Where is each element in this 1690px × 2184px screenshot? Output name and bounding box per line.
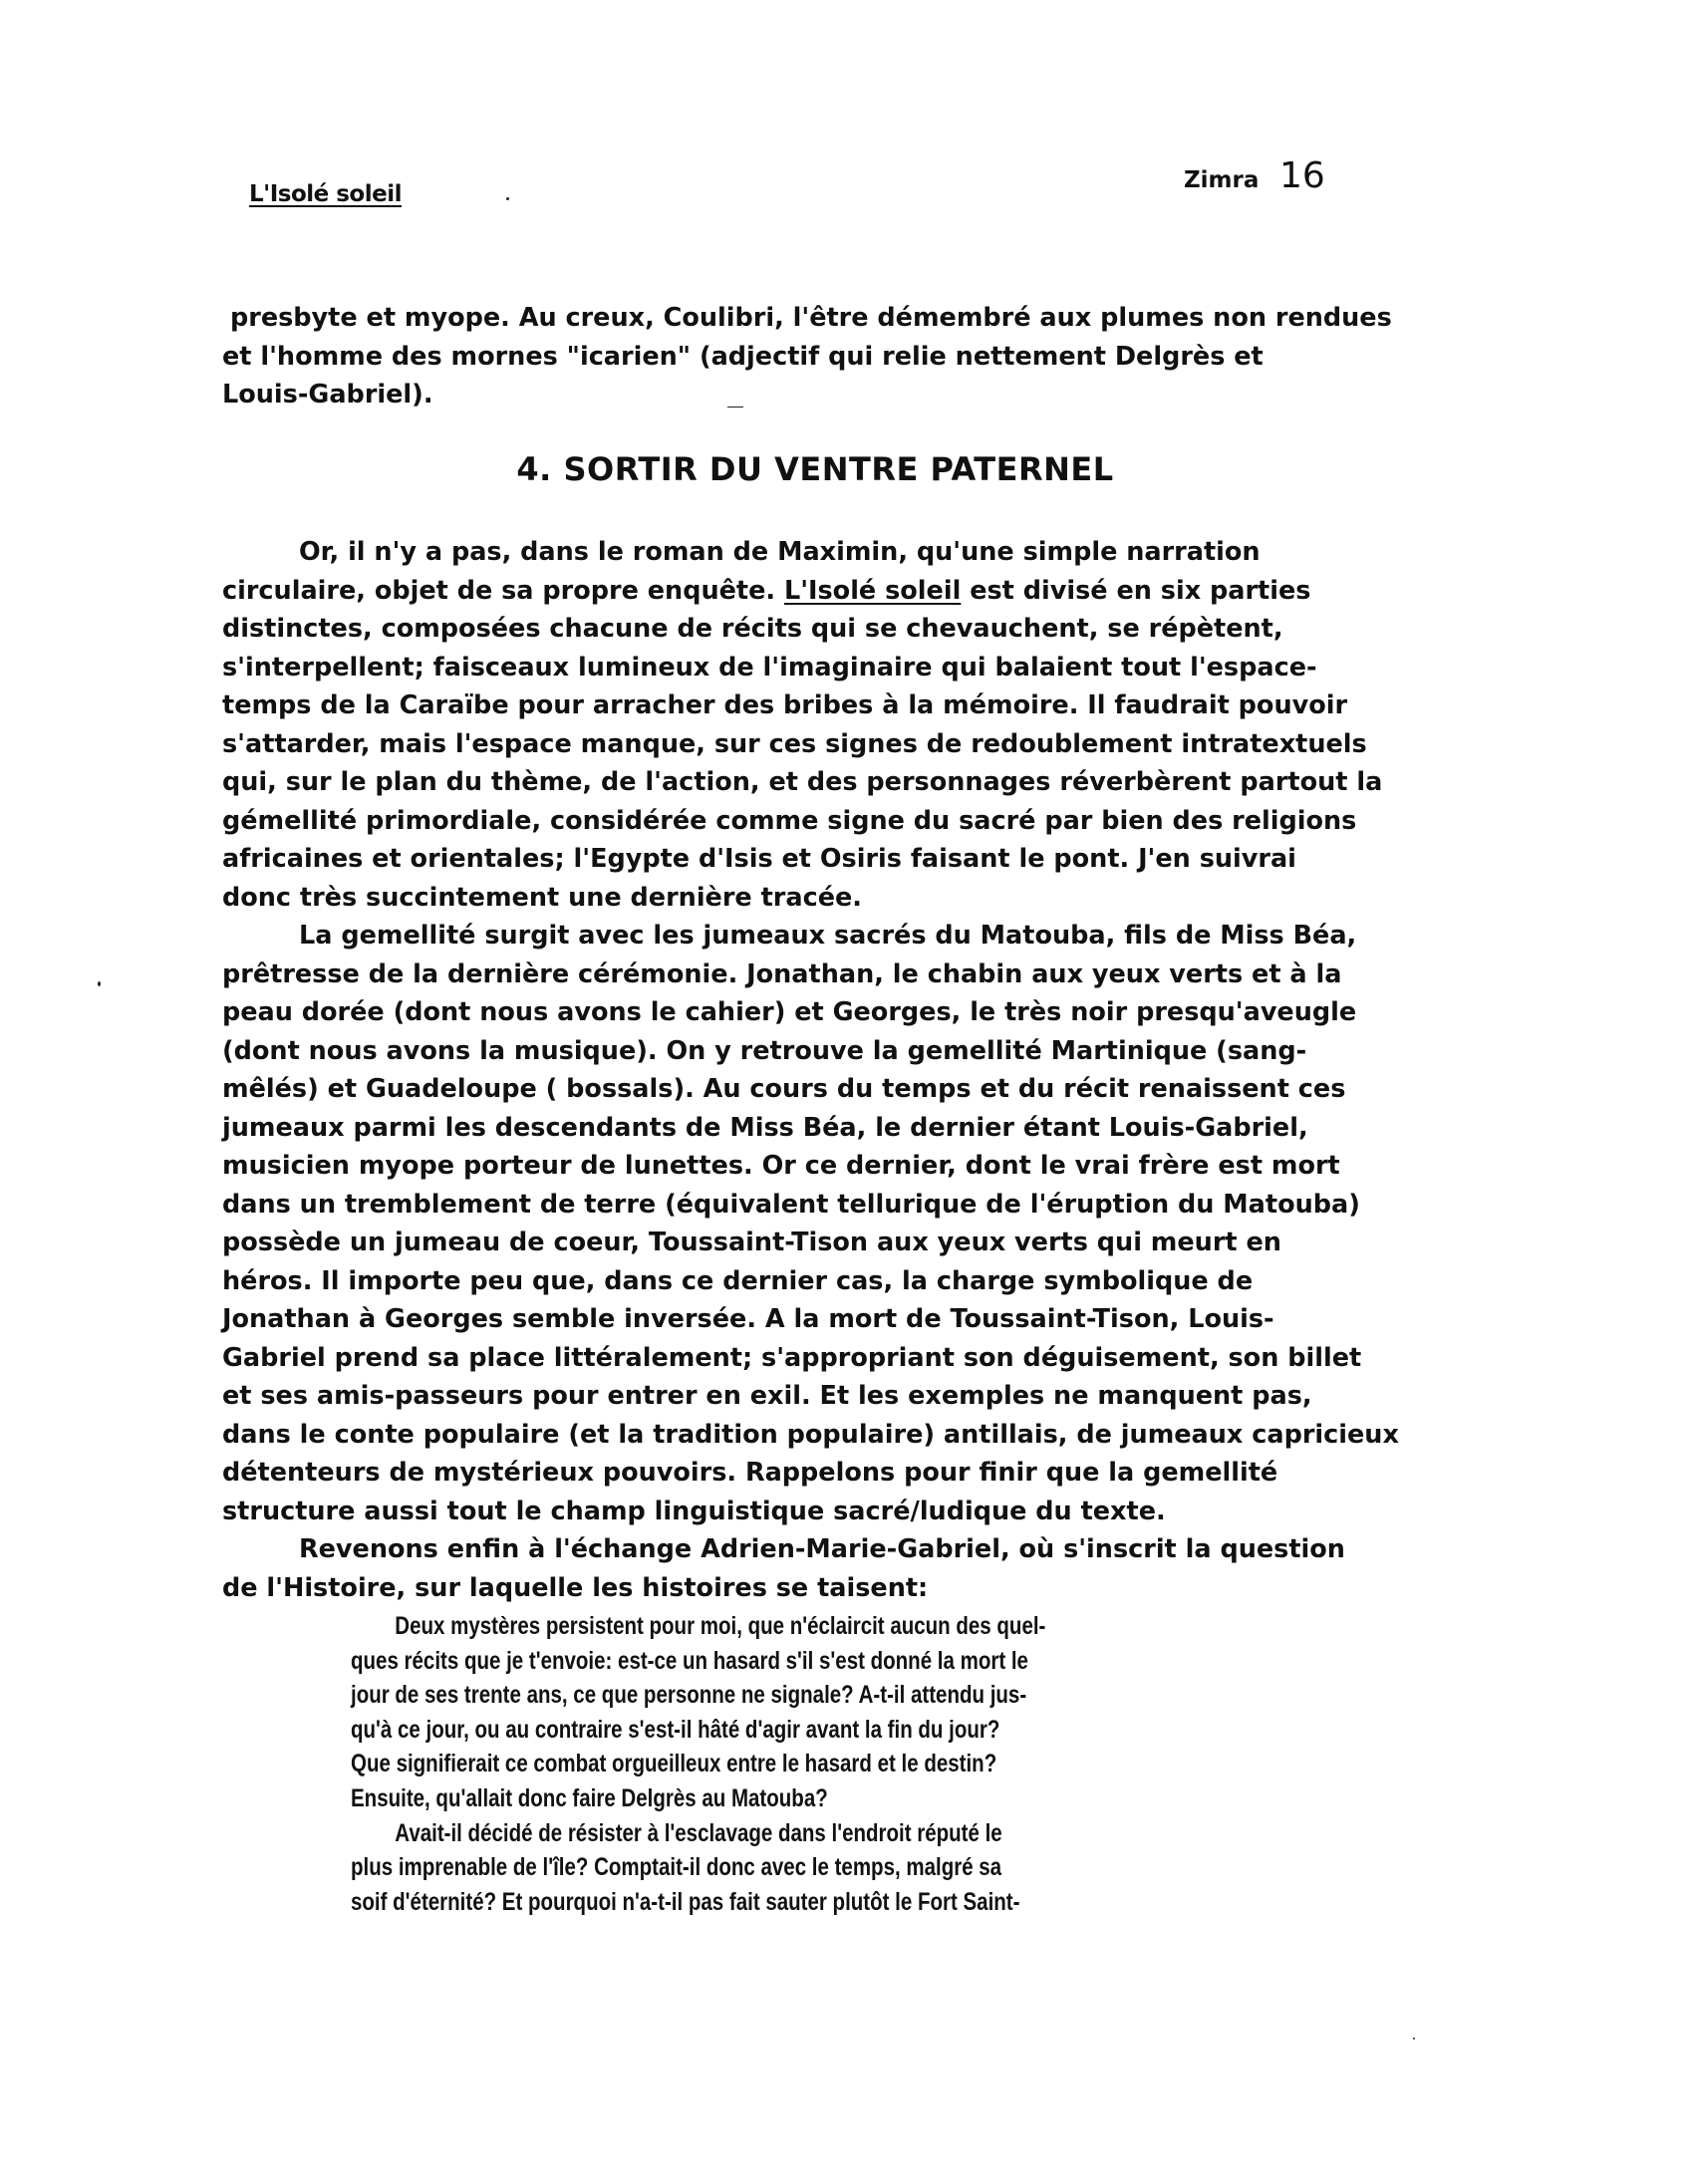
quote-line: Que signifierait ce combat orgueilleux entre le hasard et le destin? [351, 1750, 997, 1778]
text-line: prêtresse de la dernière cérémonie. Jonathan, le chabin aux yeux verts et à la [222, 958, 1342, 989]
text-line: Or, il n'y a pas, dans le roman de Maximin, qu'une simple narration [299, 537, 1261, 567]
text-line: s'interpellent; faisceaux lumineux de l'imaginaire qui balaient tout l'espace- [222, 652, 1317, 682]
text-line: musicien myope porteur de lunettes. Or ce dernier, dont le vrai frère est mort [222, 1151, 1340, 1181]
text-line: Louis-Gabriel). [222, 380, 433, 410]
quote-line: soif d'éternité? Et pourquoi n'a-t-il pas fait sauter plutôt le Fort Saint- [351, 1887, 1020, 1916]
text-fragment: circulaire, objet de sa propre enquête. [222, 575, 784, 606]
text-line: possède un jumeau de coeur, Toussaint-Tison aux yeux verts qui meurt en [222, 1228, 1281, 1257]
intro-paragraph [222, 299, 1418, 414]
scan-speck [727, 407, 743, 408]
text-line: détenteurs de mystérieux pouvoirs. Rappelons pour finir que la gemellité [222, 1458, 1278, 1488]
text-line: Gabriel prend sa place littéralement; s'appropriant son déguisement, son billet [222, 1342, 1362, 1373]
scan-speck [1413, 2038, 1415, 2040]
text-line: La gemellité surgit avec les jumeaux sacrés du Matouba, fils de Miss Béa, [299, 921, 1357, 951]
text-line: dans le conte populaire (et la tradition populaire) antillais, de jumeaux capricieux [222, 1419, 1399, 1450]
quote-line: plus imprenable de l'île? Comptait-il donc avec le temps, malgré sa [351, 1853, 1002, 1882]
text-line: s'attarder, mais l'espace manque, sur ces signes de redoublement intratextuels [222, 728, 1367, 759]
text-line: structure aussi tout le champ linguistique sacré/ludique du texte. [222, 1496, 1166, 1526]
quote-line: ques récits que je t'envoie: est-ce un hasard s'il s'est donné la mort le [351, 1646, 1028, 1675]
running-head-title: L'Isolé soleil [249, 181, 402, 207]
text-line: africaines et orientales; l'Egypte d'Isis et Osiris faisant le pont. J'en suivrai [222, 844, 1296, 874]
text-line: temps de la Caraïbe pour arracher des bribes à la mémoire. Il faudrait pouvoir [222, 690, 1348, 720]
book-title-reference: L'Isolé soleil [783, 575, 962, 606]
text-line: et l'homme des mornes "icarien" (adjectif qui relie nettement Delgrès et [222, 341, 1264, 372]
text-line: gémellité primordiale, considérée comme signe du sacré par bien des religions [222, 805, 1357, 836]
text-line: héros. Il importe peu que, dans ce dernier cas, la charge symbolique de [222, 1265, 1254, 1296]
quote-line: Avait-il décidé de résister à l'esclavage dans l'endroit réputé le [395, 1818, 1002, 1847]
text-fragment: est divisé en six parties [961, 575, 1311, 606]
text-line: et ses amis-passeurs pour entrer en exil. Et les exemples ne manquent pas, [222, 1381, 1312, 1411]
text-line: dans un tremblement de terre (équivalent tellurique de l'éruption du Matouba) [222, 1189, 1360, 1220]
quote-line: qu'à ce jour, ou au contraire s'est-il hâté d'agir avant la fin du jour? [351, 1715, 1000, 1744]
scan-speck [98, 981, 101, 986]
text-line: jumeaux parmi les descendants de Miss Béa, le dernier étant Louis-Gabriel, [222, 1112, 1308, 1143]
text-line: (dont nous avons la musique). On y retrouve la gemellité Martinique (sang- [222, 1035, 1307, 1066]
quote-line: jour de ses trente ans, ce que personne ne signale? A-t-il attendu jus- [351, 1681, 1027, 1710]
section-heading-text: 4. SORTIR DU VENTRE PATERNEL [516, 450, 1114, 488]
text-line: Revenons enfin à l'échange Adrien-Marie-Gabriel, où s'inscrit la question [299, 1534, 1345, 1564]
running-head-author: Zimra [1184, 167, 1260, 193]
text-line: mêlés) et Guadeloupe ( bossals). Au cours du temps et du récit renaissent ces [222, 1074, 1346, 1104]
quote-line: Ensuite, qu'allait donc faire Delgrès au Matouba? [351, 1783, 828, 1812]
body-paragraphs [222, 533, 1418, 1607]
section-heading [0, 450, 1690, 488]
text-line: donc très succintement une dernière tracée. [222, 882, 862, 913]
text-line [222, 572, 1418, 611]
text-line: presbyte et myope. Au creux, Coulibri, l'être démembré aux plumes non rendues [230, 303, 1392, 333]
text-line: de l'Histoire, sur laquelle les histoires se taisent: [222, 1572, 929, 1603]
text-line: Jonathan à Georges semble inversée. A la mort de Toussaint-Tison, Louis- [222, 1304, 1274, 1334]
text-line: peau dorée (dont nous avons le cahier) et Georges, le très noir presqu'aveugle [222, 997, 1357, 1027]
scan-speck [506, 197, 509, 200]
text-line: qui, sur le plan du thème, de l'action, et des personnages réverbèrent partout la [222, 767, 1383, 797]
block-quotation [351, 1609, 1168, 1919]
page-number: 16 [1279, 155, 1325, 196]
text-line: distinctes, composées chacune de récits qui se chevauchent, se répètent, [222, 614, 1283, 644]
quote-line: Deux mystères persistent pour moi, que n'éclaircit aucun des quel- [395, 1612, 1046, 1640]
